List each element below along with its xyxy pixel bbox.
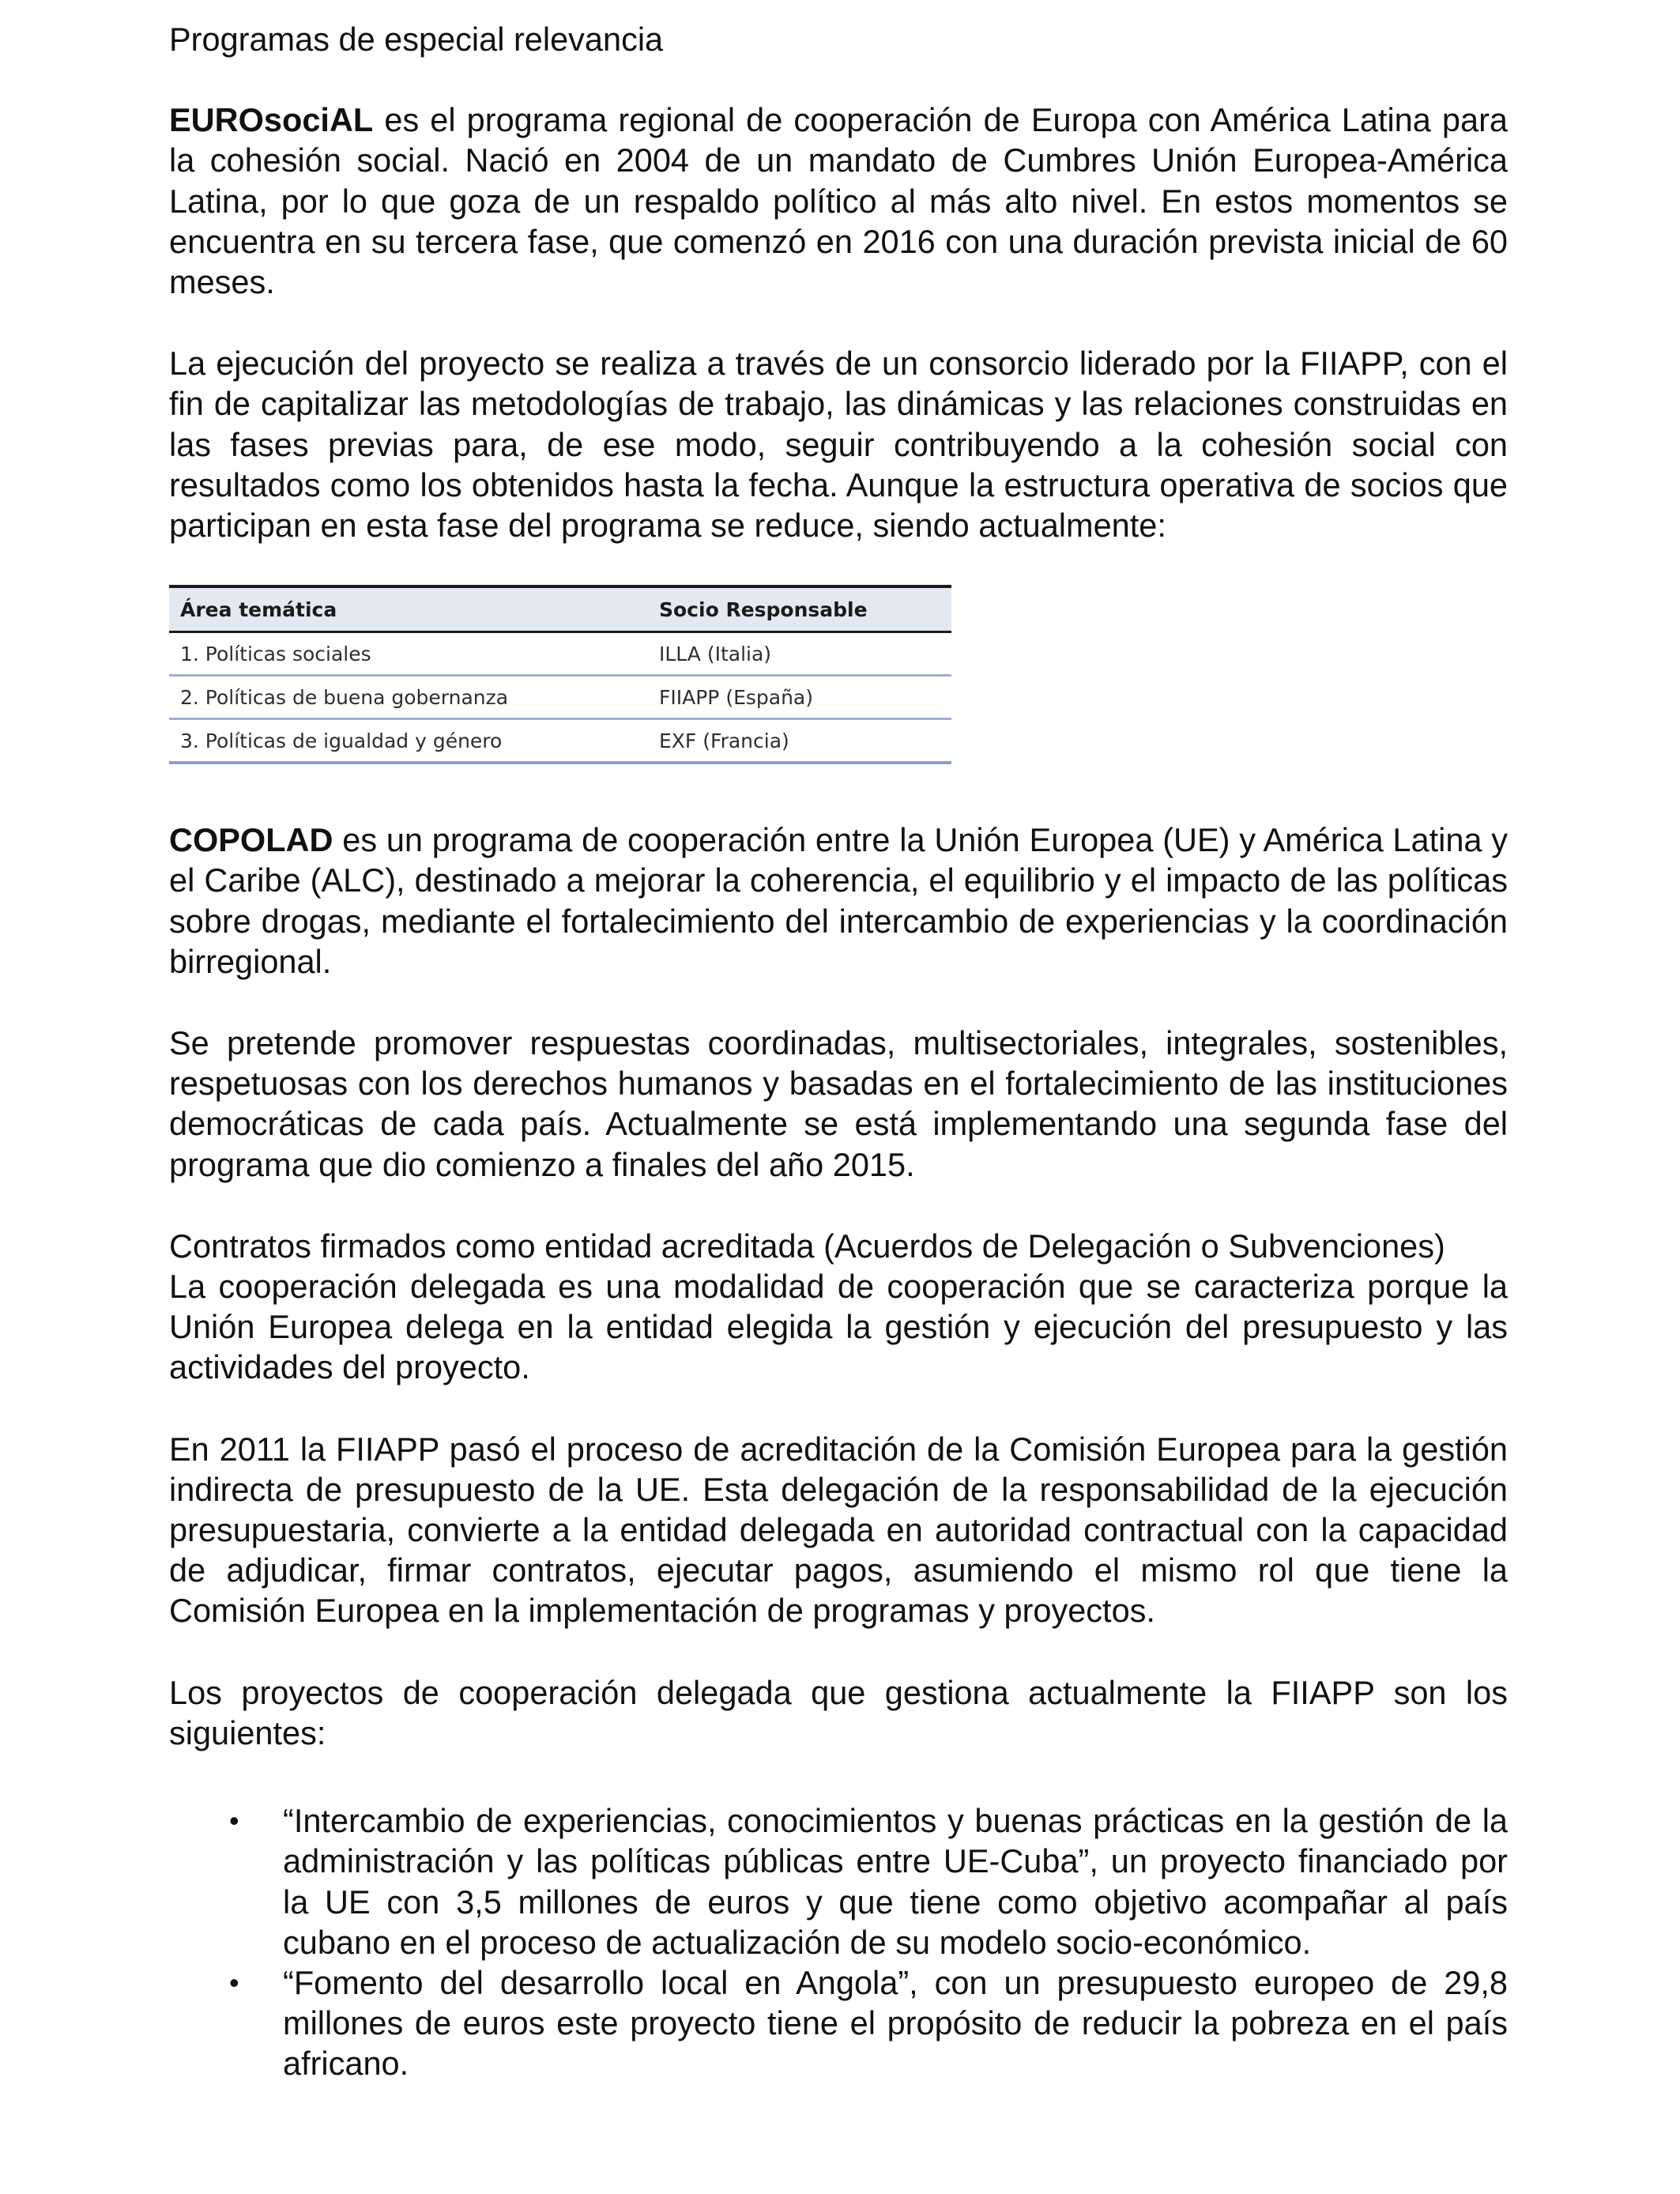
eurosocial-paragraph-2: La ejecución del proyecto se realiza a través de un consorcio liderado por la FIIAPP, con el fin de capitalizar las metodologías de trabajo, las dinámicas y las relaciones construidas en las fases previas para, de ese modo, seguir contribuyendo a la cohesión social con resultados como los obtenidos hasta la fecha. Aunque la estructura operativa de socios que participan en esta fase del programa se reduce, siendo actualmente:: [169, 345, 1508, 545]
table-cell-area: 3. Políticas de igualdad y género: [169, 719, 648, 763]
partners-table-wrap: [169, 585, 951, 764]
document-page: [169, 19, 1508, 2084]
table-row: [169, 676, 951, 719]
partners-table: [169, 585, 951, 764]
section-title: Programas de especial relevancia: [169, 21, 664, 58]
bullet-icon: •: [229, 1804, 239, 1838]
copolad-paragraph-1: [169, 820, 1508, 982]
list-item: [169, 1962, 1508, 2084]
projects-list: [169, 1800, 1508, 2083]
copolad-name: COPOLAD: [169, 821, 333, 859]
table-header-partner: Socio Responsable: [659, 598, 868, 621]
list-item-text: “Fomento del desarrollo local en Angola”, con un presupuesto europeo de 29,8 millones de euros este proyecto tiene el propósito de reducir la pobreza en el país africano.: [283, 1963, 1508, 2083]
contratos-paragraph-1: La cooperación delegada es una modalidad de cooperación que se caracteriza porque la Unión Europea delega en la entidad elegida la gestión y ejecución del presupuesto y las actividades del proyecto.: [169, 1268, 1508, 1386]
table-cell-partner: FIIAPP (España): [648, 676, 951, 719]
contratos-paragraph-3: Los proyectos de cooperación delegada que gestiona actualmente la FIIAPP son los siguientes:: [169, 1673, 1508, 1751]
table-header-area: Área temática: [180, 598, 337, 621]
contratos-paragraph-2: En 2011 la FIIAPP pasó el proceso de acreditación de la Comisión Europea para la gestión indirecta de presupuesto de la UE. Esta delegación de la responsabilidad de la ejecución presupuestaria, convierte a la entidad delegada en autoridad contractual con la capacidad de adjudicar, firmar contratos, ejecutar pagos, asumiendo el mismo rol que tiene la Comisión Europea en la implementación de programas y proyectos.: [169, 1430, 1508, 1630]
eurosocial-paragraph-1: [169, 100, 1508, 302]
list-item: [169, 1800, 1508, 1962]
table-header-row: [169, 586, 951, 632]
list-item-text: “Intercambio de experiencias, conocimientos y buenas prácticas en la gestión de la administración y las políticas públicas entre UE-Cuba”, un proyecto financiado por la UE con 3,5 millones de euros y que tiene como objetivo acompañar al país cubano en el proceso de actualización de su modelo socio-económico.: [283, 1802, 1508, 1961]
eurosocial-paragraph-1-text: es el programa regional de cooperación de Europa con América Latina para la cohesión social. Nació en 2004 de un mandato de Cumbres Unión Europea-América Latina, por lo que goza de un respaldo político al más alto nivel. En estos momentos se encuentra en su tercera fase, que comenzó en 2016 con una duración prevista inicial de 60 meses.: [169, 101, 1508, 301]
copolad-paragraph-1-text: es un programa de cooperación entre la Unión Europea (UE) y América Latina y el Caribe (ALC), destinado a mejorar la coherencia, el equilibrio y el impacto de las políticas sobre drogas, mediante el fortalecimiento del intercambio de experiencias y la coordinación birregional.: [169, 821, 1508, 980]
copolad-paragraph-2: Se pretende promover respuestas coordinadas, multisectoriales, integrales, sostenibles, respetuosas con los derechos humanos y basadas en el fortalecimiento de las instituciones democráticas de cada país. Actualmente se está implementando una segunda fase del programa que dio comienzo a finales del año 2015.: [169, 1024, 1508, 1183]
eurosocial-name: EUROsociAL: [169, 101, 374, 139]
table-row: [169, 719, 951, 763]
table-cell-partner: EXF (Francia): [648, 719, 951, 763]
table-cell-area: 2. Políticas de buena gobernanza: [169, 676, 648, 719]
table-cell-area: 1. Políticas sociales: [169, 632, 648, 676]
table-row: [169, 632, 951, 676]
table-cell-partner: ILLA (Italia): [648, 632, 951, 676]
bullet-icon: •: [229, 1966, 239, 1999]
contratos-title: Contratos firmados como entidad acreditada (Acuerdos de Delegación o Subvenciones): [169, 1227, 1445, 1265]
